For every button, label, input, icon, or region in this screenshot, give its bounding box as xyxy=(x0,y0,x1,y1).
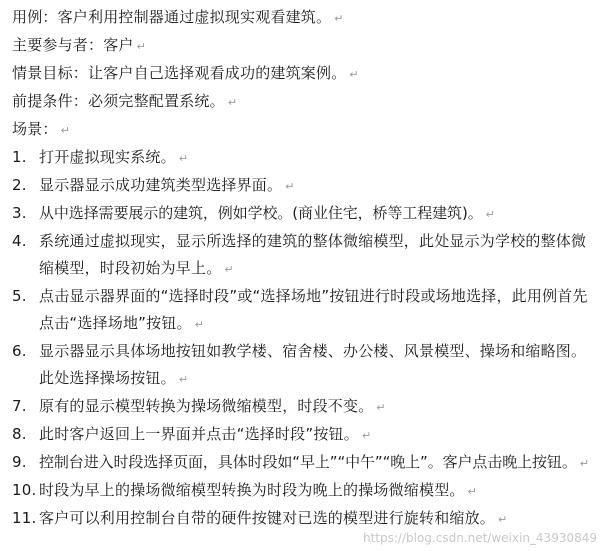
step-number: 8. xyxy=(12,425,27,443)
step-text: 显示器显示成功建筑类型选择界面。 xyxy=(39,176,283,194)
paragraph-mark: ↵ xyxy=(498,513,508,526)
paragraph-mark: ↵ xyxy=(361,429,372,442)
step-number: 11. xyxy=(12,509,37,527)
step-text: 从中选择需要展示的建筑，例如学校。(商业住宅，桥等工程建筑)。 xyxy=(39,204,483,222)
precondition: 前提条件：必须完整配置系统。 xyxy=(12,92,225,110)
paragraph-mark: ↵ xyxy=(285,180,295,193)
list-item xyxy=(12,505,600,533)
step-number: 3. xyxy=(12,204,27,222)
scenario-heading-line xyxy=(12,116,600,144)
step-number: 4. xyxy=(12,232,27,250)
step-text: 打开虚拟现实系统。 xyxy=(39,148,176,166)
list-item xyxy=(12,393,600,421)
step-text: 系统通过虚拟现实，显示所选择的建筑的整体微缩模型，此处显示为学校的整体微缩模型，时段初始为早上。 xyxy=(39,232,587,277)
paragraph-mark: ↵ xyxy=(376,401,386,414)
usecase-title: 用例：客户利用控制器通过虚拟现实观看建筑。 xyxy=(12,8,332,26)
step-number: 7. xyxy=(12,397,27,415)
scenario-goal: 情景目标：让客户自己选择观看成功的建筑案例。 xyxy=(12,64,347,82)
step-number: 5. xyxy=(12,287,27,305)
step-number: 2. xyxy=(12,176,27,194)
step-text: 原有的显示模型转换为操场微缩模型，时段不变。 xyxy=(39,397,374,415)
paragraph-mark: ↵ xyxy=(194,318,205,331)
step-text: 点击显示器界面的“选择时段”或“选择场地”按钮进行时段或场地选择，此用例首先点击“选择场地”按钮。 xyxy=(39,287,588,332)
paragraph-mark: ↵ xyxy=(224,263,234,276)
list-item xyxy=(12,144,600,172)
step-number: 9. xyxy=(12,453,27,471)
list-item xyxy=(12,477,600,505)
step-text: 控制台进入时段选择页面，具体时段如“早上”“中午”“晚上”。客户点击晚上按钮。 xyxy=(39,453,577,471)
list-item xyxy=(12,200,600,228)
document-body xyxy=(12,4,600,533)
paragraph-mark: ↵ xyxy=(178,152,189,165)
primary-actor-line xyxy=(12,32,600,60)
precondition-line xyxy=(12,88,600,116)
step-text: 显示器显示具体场地按钮如教学楼、宿舍楼、办公楼、风景模型、操场和缩略图。此处选择操场按钮。 xyxy=(39,342,587,387)
paragraph-mark: ↵ xyxy=(178,373,189,386)
blog-watermark: https://blog.csdn.net/weixin_43930849 xyxy=(362,531,597,545)
paragraph-mark: ↵ xyxy=(227,96,238,109)
scenario-step-list xyxy=(12,144,600,533)
scenario-goal-line xyxy=(12,60,600,88)
paragraph-mark: ↵ xyxy=(467,485,478,498)
paragraph-mark: ↵ xyxy=(334,12,344,25)
paragraph-mark: ↵ xyxy=(349,68,359,81)
primary-actor: 主要参与者：客户 xyxy=(12,36,134,54)
list-item xyxy=(12,421,600,449)
step-text: 客户可以利用控制台自带的硬件按键对已选的模型进行旋转和缩放。 xyxy=(39,509,496,527)
paragraph-mark: ↵ xyxy=(579,457,589,470)
list-item xyxy=(12,449,600,477)
paragraph-mark: ↵ xyxy=(60,124,71,137)
step-text: 时段为早上的操场微缩模型转换为时段为晚上的操场微缩模型。 xyxy=(39,481,465,499)
paragraph-mark: ↵ xyxy=(136,40,147,53)
list-item xyxy=(12,283,600,338)
step-text: 此时客户返回上一界面并点击“选择时段”按钮。 xyxy=(39,425,359,443)
scenario-heading: 场景： xyxy=(12,120,58,138)
list-item xyxy=(12,228,600,283)
step-number: 1. xyxy=(12,148,27,166)
step-number: 6. xyxy=(12,342,27,360)
list-item xyxy=(12,338,600,393)
list-item xyxy=(12,172,600,200)
step-number: 10. xyxy=(12,481,37,499)
usecase-title-line xyxy=(12,4,600,32)
paragraph-mark: ↵ xyxy=(485,208,495,221)
